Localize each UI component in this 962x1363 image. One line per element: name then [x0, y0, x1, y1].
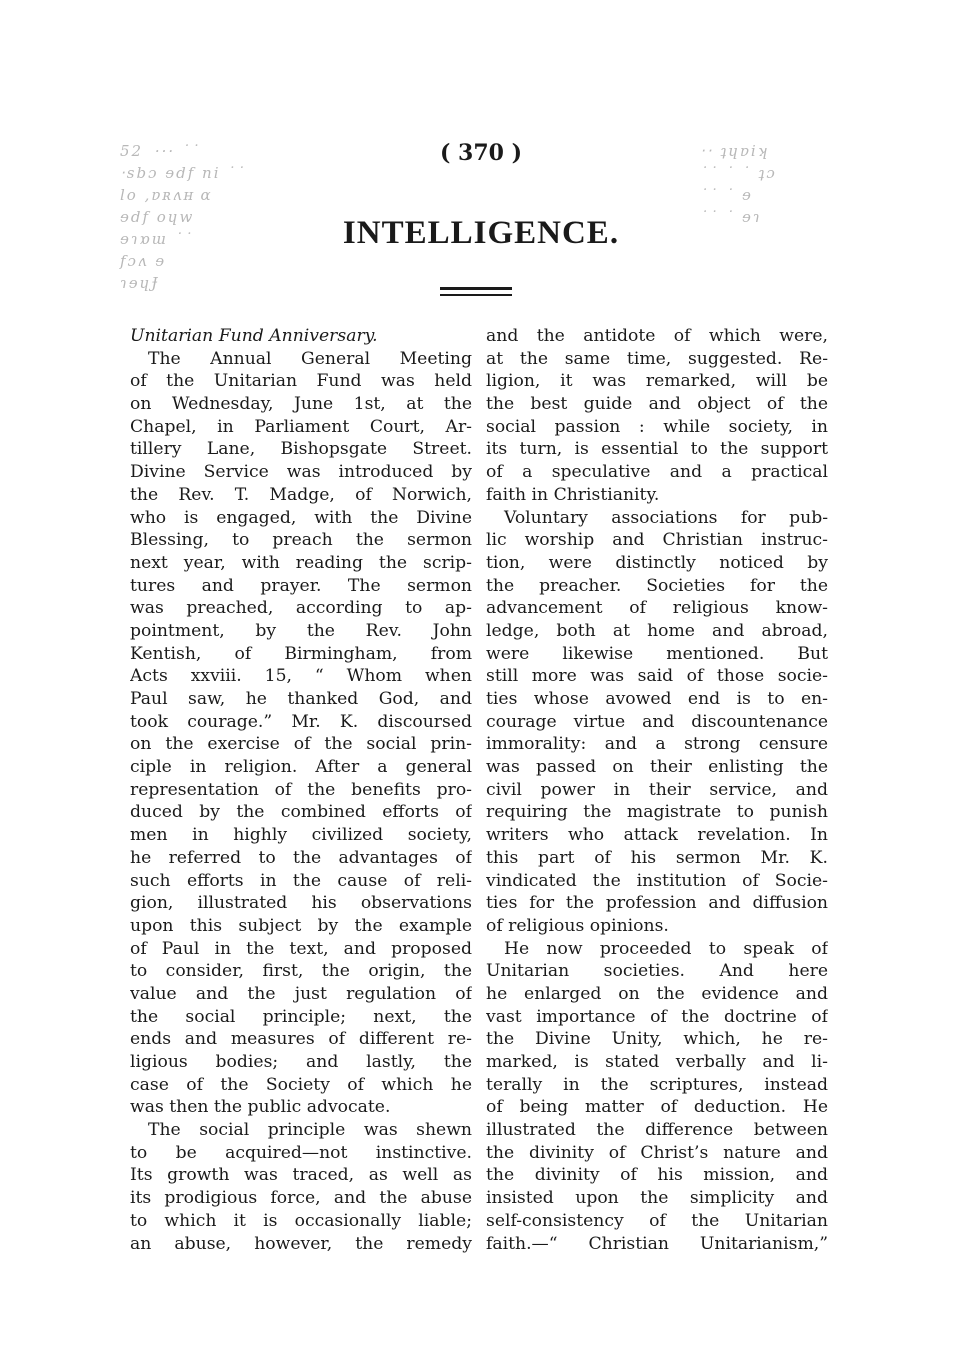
text-line: illustrated the difference between [486, 1120, 828, 1141]
section-heading: INTELLIGENCE. [342, 215, 620, 251]
text-line: tion, were distinctly noticed by [486, 552, 828, 573]
text-line: ligious bodies; and lastly, the [130, 1052, 472, 1072]
text-line: social passion : while society, in [486, 416, 828, 437]
text-line: The Annual General Meeting [148, 348, 472, 369]
text-line: the divinity of Christ’s nature and [486, 1142, 828, 1163]
bleed-through-text-left: 52 ··· ˙˙ ‧sbɔ ɘdf ni ˙˙ lo ,ɐʀʌʜ ɑ ɘdf oɥw ɘɿɒɯ ˙˙ fɔʌ ɘ ɿɘɥɈ [120, 142, 247, 292]
text-line: this part of his sermon Mr. K. [486, 847, 828, 868]
text-line: marked, is stated verbally and li- [486, 1052, 828, 1072]
text-line: ends and measures of different re- [130, 1029, 472, 1050]
text-line: of religious opinions. [486, 915, 669, 936]
text-line: he enlarged on the evidence and [486, 983, 828, 1004]
text-line: Unitarian societies. And here [486, 961, 828, 982]
text-line: Acts xxviii. 15, “ Whom when [130, 666, 472, 687]
text-line: case of the Society of which he [130, 1074, 472, 1095]
text-line: and the antidote of which were, [486, 326, 828, 346]
text-line: Kentish, of Birmingham, from [130, 643, 472, 664]
text-line: faith.—“ Christian Unitarianism,” [486, 1233, 828, 1254]
ornamental-rule-top [440, 287, 512, 290]
article-title: Unitarian Fund Anniversary. [130, 326, 378, 346]
text-line: ties for the profession and diffusion [486, 893, 828, 914]
text-line: Blessing, to preach the sermon [130, 530, 472, 551]
text-line: the Divine Unity, which, he re- [486, 1029, 828, 1050]
right-column-text [486, 325, 828, 1255]
text-line: value and the just regulation of [130, 983, 472, 1004]
text-line: to which it is occasionally liable; [130, 1210, 472, 1231]
text-line: to be acquired—not instinctive. [130, 1142, 472, 1163]
text-line: self-consistency of the Unitarian [486, 1210, 828, 1231]
bleed-through-text-right: ‧‧ ʇɥɐiʞ ˙˙ ˙ ˙ ʇɔ ˙˙ ˙ ɘ ˙˙ ˙ ɘɿ [700, 142, 777, 226]
text-line: its prodigious force, and the abuse [130, 1188, 472, 1209]
text-line: Paul saw, he thanked God, and [130, 689, 472, 709]
text-line: ligion, it was remarked, will be [486, 371, 828, 392]
text-line: on Wednesday, June 1st, at the [130, 394, 472, 415]
right-column [486, 325, 828, 1255]
text-line: the Rev. T. Madge, of Norwich, [130, 484, 472, 505]
text-line: courage virtue and discountenance [486, 711, 828, 732]
text-line: representation of the benefits pro- [130, 779, 472, 800]
text-line: an abuse, however, the remedy [130, 1233, 472, 1254]
text-line: The social principle was shewn [148, 1120, 472, 1141]
text-line: of being matter of deduction. He [486, 1097, 828, 1118]
text-line: the preacher. Societies for the [486, 575, 828, 596]
text-line: who is engaged, with the Divine [130, 507, 472, 528]
text-line: at the same time, suggested. Re- [486, 348, 828, 369]
text-line: men in highly civilized society, [130, 825, 472, 846]
text-line: on the exercise of the social prin- [130, 734, 472, 755]
left-column-text [130, 348, 472, 1256]
text-line: vast importance of the doctrine of [486, 1006, 828, 1027]
text-line: was passed on their enlisting the [486, 757, 828, 778]
left-column [130, 325, 472, 1255]
text-line: ties whose avowed end is to en- [486, 689, 828, 709]
text-line: he referred to the advantages of [130, 847, 472, 868]
text-line: the best guide and object of the [486, 394, 828, 415]
text-line: terally in the scriptures, instead [486, 1074, 828, 1095]
text-line: tures and prayer. The sermon [130, 575, 472, 596]
page-number: ( 370 ) [439, 140, 523, 166]
text-line: of the Unitarian Fund was held [130, 371, 472, 392]
text-line: of a speculative and a practical [486, 462, 828, 483]
ornamental-rule-bottom [440, 294, 512, 296]
text-line: its turn, is essential to the support [486, 439, 828, 460]
text-line: ciple in religion. After a general [130, 757, 472, 778]
text-line: duced by the combined efforts of [130, 802, 472, 823]
text-line: was preached, according to ap- [130, 598, 472, 619]
text-line: still more was said of those socie- [486, 666, 828, 687]
text-line: vindicated the institution of Socie- [486, 870, 828, 891]
text-line: Voluntary associations for pub- [504, 507, 828, 528]
text-line: writers who attack revelation. In [486, 825, 828, 846]
text-line: were likewise mentioned. But [486, 643, 828, 664]
text-line: next year, with reading the scrip- [130, 552, 472, 573]
text-line: lic worship and Christian instruc- [486, 530, 828, 551]
text-line: ledge, both at home and abroad, [486, 620, 828, 641]
text-line: pointment, by the Rev. John [130, 620, 472, 641]
text-line: Divine Service was introduced by [130, 462, 472, 483]
text-line: insisted upon the simplicity and [486, 1188, 828, 1209]
text-line: was then the public advocate. [130, 1097, 391, 1118]
text-line: to consider, first, the origin, the [130, 961, 472, 982]
text-line: faith in Christianity. [486, 484, 660, 505]
text-line: immorality: and a strong censure [486, 734, 828, 755]
text-line: upon this subject by the example [130, 915, 472, 936]
text-line: the divinity of his mission, and [486, 1165, 828, 1186]
text-line: the social principle; next, the [130, 1006, 472, 1027]
text-line: Its growth was traced, as well as [130, 1165, 472, 1186]
text-line: requiring the magistrate to punish [486, 802, 828, 823]
text-line: civil power in their service, and [486, 779, 828, 800]
text-line: tillery Lane, Bishopsgate Street. [130, 439, 472, 460]
text-line: He now proceeded to speak of [504, 938, 828, 959]
text-line: took courage.” Mr. K. discoursed [130, 711, 472, 732]
text-line: of Paul in the text, and proposed [130, 938, 472, 959]
text-line: gion, illustrated his observations [130, 893, 472, 914]
text-line: such efforts in the cause of reli- [130, 870, 472, 891]
text-line: advancement of religious know- [486, 598, 828, 619]
text-line: Chapel, in Parliament Court, Ar- [130, 416, 472, 437]
